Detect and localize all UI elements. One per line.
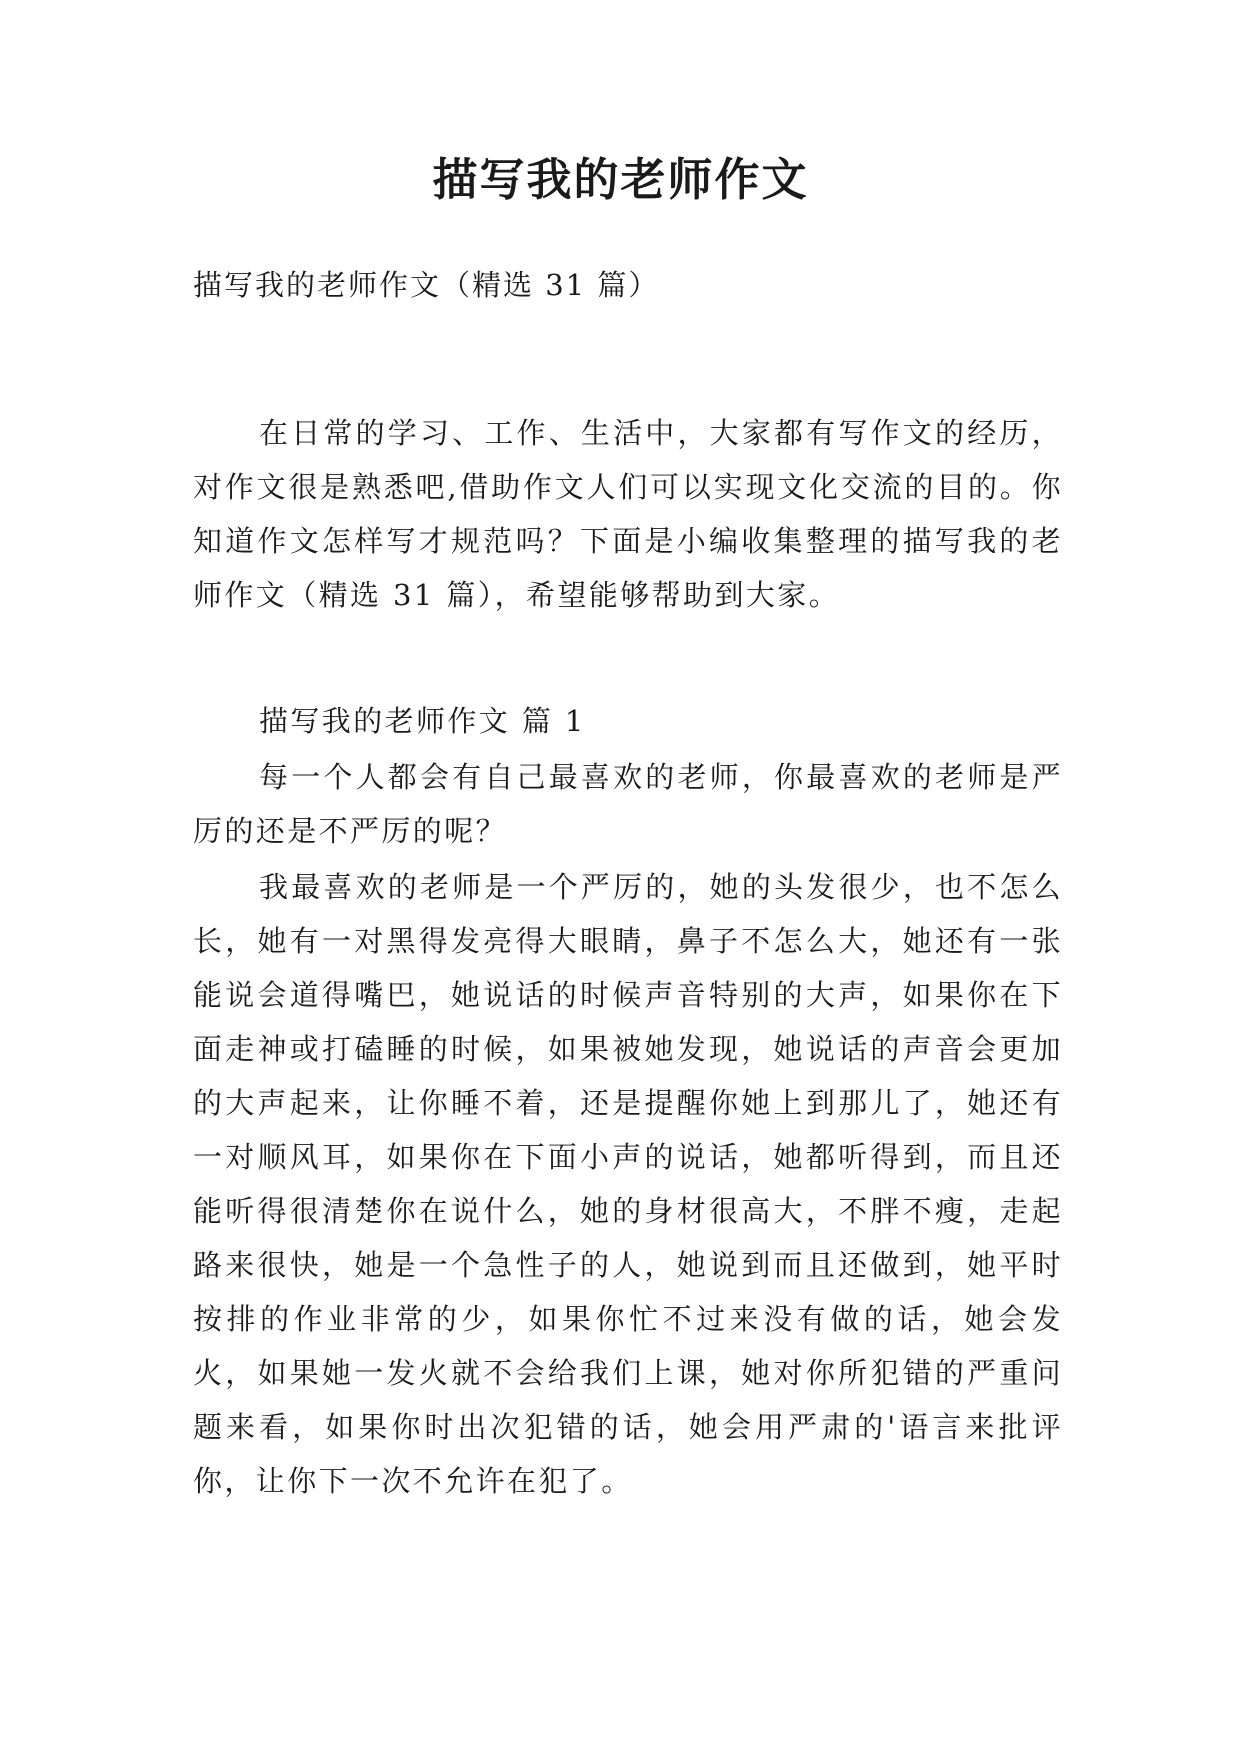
section-heading: 描写我的老师作文 篇 1	[259, 704, 586, 738]
intro-paragraph: 在日常的学习、工作、生活中，大家都有写作文的经历，对作文很是熟悉吧,借助作文人们可以实现文化交流的目的。你知道作文怎样写才规范吗？下面是小编收集整理的描写我的老师作文（精选 31 篇），希望能够帮助到大家。	[193, 416, 1063, 612]
document-title: 描写我的老师作文	[432, 153, 809, 206]
body-paragraph-2: 我最喜欢的老师是一个严厉的，她的头发很少，也不怎么长，她有一对黑得发亮得大眼睛，鼻子不怎么大，她还有一张能说会道得嘴巴，她说话的时候声音特别的大声，如果你在下面走神或打磕睡的时候，如果被她发现，她说话的声音会更加的大声起来，让你睡不着，还是提醒你她上到那儿了，她还有一对顺风耳，如果你在下面小声的说话，她都听得到，而且还能听得很清楚你在说什么，她的身材很高大，不胖不瘦，走起路来很快，她是一个急性子的人，她说到而且还做到，她平时按排的作业非常的少，如果你忙不过来没有做的话，她会发火，如果她一发火就不会给我们上课，她对你所犯错的严重问题来看，如果你时出次犯错的话，她会用严肃的'语言来批评你，让你下一次不允许在犯了。	[193, 870, 1063, 1498]
document-subtitle: 描写我的老师作文（精选 31 篇）	[193, 268, 660, 302]
body-paragraph-1: 每一个人都会有自己最喜欢的老师，你最喜欢的老师是严厉的还是不严厉的呢？	[193, 760, 1063, 848]
